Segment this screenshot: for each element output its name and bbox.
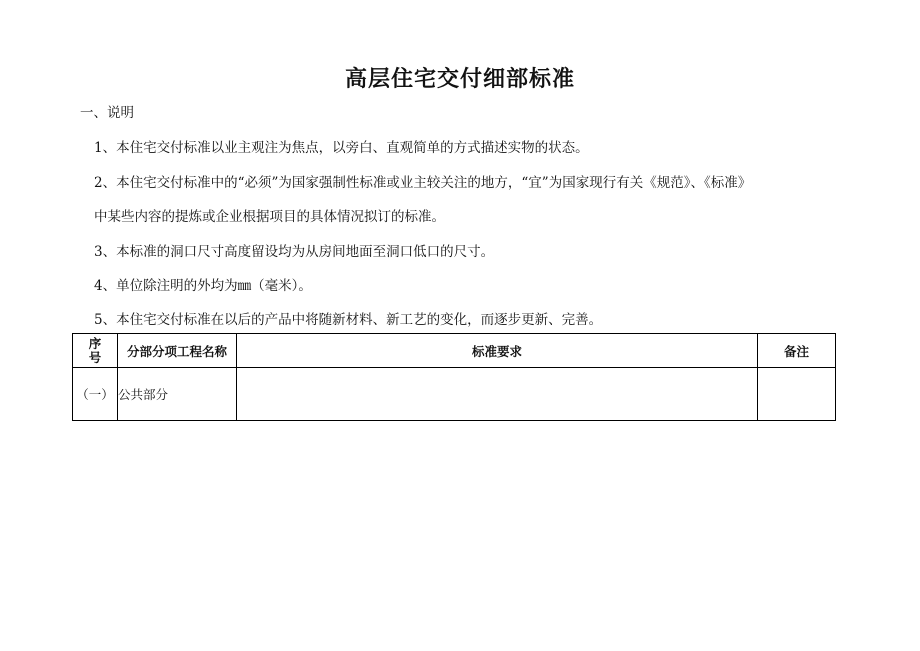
header-requirement: 标准要求 — [237, 334, 758, 368]
table-header-row — [73, 334, 836, 368]
header-number-line-2: 号 — [88, 349, 102, 365]
header-number — [73, 334, 118, 368]
paragraph-2-line-2: 中某些内容的提炼或企业根据项目的具体情况拟订的标准。 — [94, 209, 445, 225]
row-note — [758, 368, 836, 421]
paragraph-1: 1、本住宅交付标准以业主观注为焦点，以旁白、直观简单的方式描述实物的状态。 — [94, 140, 589, 156]
header-note: 备注 — [758, 334, 836, 368]
paragraph-3: 3、本标准的洞口尺寸高度留设均为从房间地面至洞口低口的尺寸。 — [94, 244, 495, 260]
header-item-name: 分部分项工程名称 — [118, 334, 237, 368]
standards-table — [72, 333, 836, 421]
table-row — [73, 368, 836, 421]
header-number-line-1: 序 — [88, 335, 102, 351]
section-heading: 一、说明 — [80, 105, 134, 121]
row-number: （一） — [73, 368, 118, 421]
paragraph-5: 5、本住宅交付标准在以后的产品中将随新材料、新工艺的变化，而逐步更新、完善。 — [94, 312, 603, 328]
row-item-name: 公共部分 — [118, 368, 237, 421]
document-title: 高层住宅交付细部标准 — [344, 66, 575, 92]
paragraph-2-line-1: 2、本住宅交付标准中的“必须”为国家强制性标准或业主较关注的地方，“宜”为国家现行有关《规范》、《标准》 — [94, 175, 752, 191]
paragraph-4: 4、单位除注明的外均为㎜（毫米）。 — [94, 278, 312, 294]
row-requirement — [237, 368, 758, 421]
